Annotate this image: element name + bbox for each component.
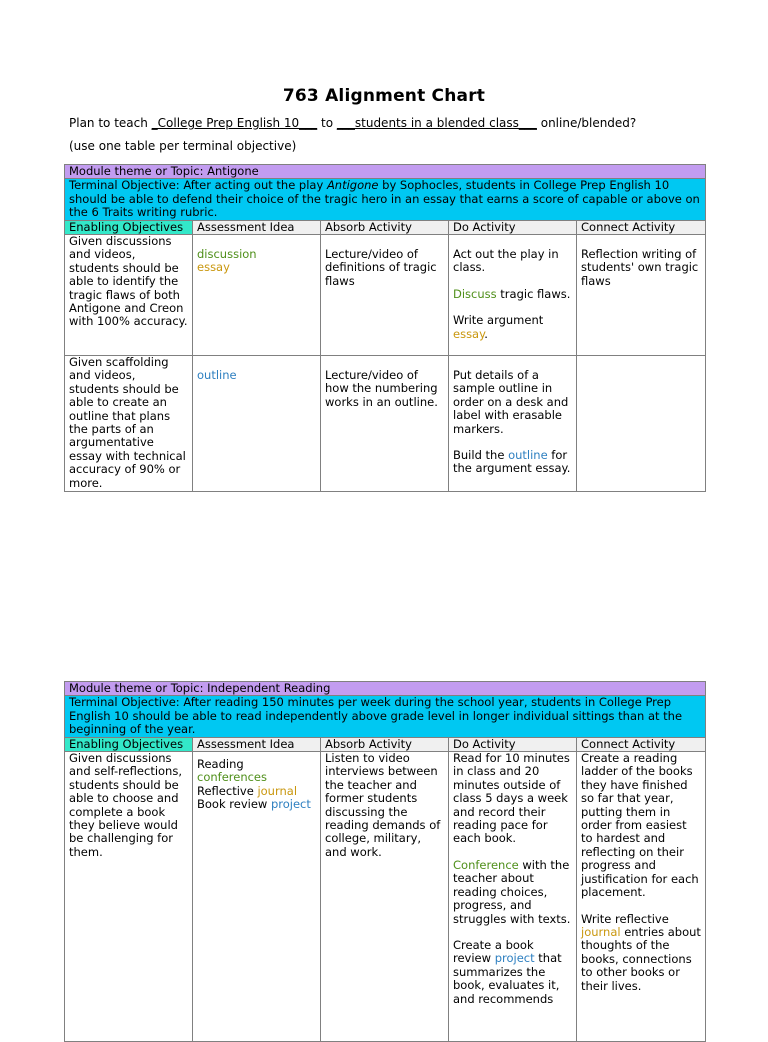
header-connect-activity: Connect Activity <box>577 220 706 234</box>
do-link-project[interactable]: project <box>494 951 535 966</box>
absorb-cell: Listen to video interviews between the teacher and former students discussing the reading demands of college, military, and work. <box>321 752 449 1042</box>
assessment-cell <box>193 356 321 492</box>
do-cell: Act out the play in class. Discuss tragic flaws. Write argument essay. <box>449 235 577 356</box>
instruction-note: (use one table per terminal objective) <box>69 139 297 153</box>
header-enabling-objectives: Enabling Objectives <box>65 220 193 234</box>
absorb-cell: Lecture/video of definitions of tragic flaws <box>321 235 449 356</box>
enabling-objective-cell: Given scaffolding and videos, students should be able to create an outline that plans the parts of an argumentative essay with technical accuracy of 90% or more. <box>65 356 193 492</box>
assessment-link-discussion[interactable]: discussion <box>197 247 257 262</box>
do-cell: Put details of a sample outline in order on a desk and label with erasable markers. Build the outline for the argument essay. <box>449 356 577 492</box>
document-title: 763 Alignment Chart <box>282 86 486 106</box>
do-link-discuss[interactable]: Discuss <box>453 286 497 301</box>
connect-cell <box>577 356 706 492</box>
do-cell: Read for 10 minutes in class and 20 minutes outside of class 5 days a week and record their reading pace for each book. Conference with the teacher about reading choices, progress, and struggles with texts. Create a book review project that summarizes the book, evaluates it, and recommends <box>449 752 577 1042</box>
plan-course: _College Prep English 10___ <box>151 116 318 130</box>
header-absorb-activity: Absorb Activity <box>321 220 449 234</box>
plan-prefix: Plan to teach <box>69 116 152 130</box>
connect-cell: Create a reading ladder of the books they have finished so far that year, putting them in order from easiest to hardest and reflecting on their progress and justification for each placement. Write reflective journal entries about thoughts of the books, connections to other books or their lives. <box>577 752 706 1042</box>
alignment-table-independent-reading <box>64 681 706 1042</box>
header-do-activity: Do Activity <box>449 737 577 751</box>
table-row <box>65 356 706 492</box>
assessment-link-project[interactable]: project <box>270 797 311 812</box>
assessment-link-conferences[interactable]: conferences <box>197 770 267 785</box>
enabling-objective-cell: Given discussions and self-reflections, students should be able to choose and complete a book they believe would be challenging for them. <box>65 752 193 1042</box>
assessment-link-essay[interactable]: essay <box>197 260 230 275</box>
header-absorb-activity: Absorb Activity <box>321 737 449 751</box>
assessment-link-outline[interactable]: outline <box>197 368 237 383</box>
plan-suffix: online/blended? <box>536 116 637 130</box>
header-connect-activity: Connect Activity <box>577 737 706 751</box>
header-do-activity: Do Activity <box>449 220 577 234</box>
do-link-outline[interactable]: outline <box>508 448 548 463</box>
enabling-objective-cell: Given discussions and videos, students should be able to identify the tragic flaws of both Antigone and Creon with 100% accuracy. <box>65 235 193 356</box>
plan-audience: ___students in a blended class___ <box>336 116 537 130</box>
absorb-cell: Lecture/video of how the numbering works in an outline. <box>321 356 449 492</box>
plan-mid: to <box>317 116 337 130</box>
header-assessment-idea: Assessment Idea <box>193 220 321 234</box>
module-topic: Module theme or Topic: Independent Reading <box>65 682 706 696</box>
terminal-objective: Terminal Objective: After acting out the play Antigone by Sophocles, students in College Prep English 10 should be able to defend their choice of the tragic hero in an essay that earns a score of capable or above on the 6 Traits writing rubric. <box>65 179 706 220</box>
table-row <box>65 752 706 1042</box>
alignment-table-antigone <box>64 164 706 492</box>
module-topic: Module theme or Topic: Antigone <box>65 165 706 179</box>
table-row <box>65 235 706 356</box>
assessment-cell <box>193 235 321 356</box>
assessment-link-journal[interactable]: journal <box>257 783 298 798</box>
assessment-cell: Reading conferences Reflective journal Book review project <box>193 752 321 1042</box>
connect-link-journal[interactable]: journal <box>581 924 621 939</box>
do-link-conference[interactable]: Conference <box>453 857 519 872</box>
terminal-objective: Terminal Objective: After reading 150 minutes per week during the school year, students in College Prep English 10 should be able to read independently above grade level in longer individual sittings than at the beginning of the year. <box>65 696 706 737</box>
header-enabling-objectives: Enabling Objectives <box>65 737 193 751</box>
header-assessment-idea: Assessment Idea <box>193 737 321 751</box>
do-link-essay[interactable]: essay <box>453 326 485 341</box>
connect-cell: Reflection writing of students' own tragic flaws <box>577 235 706 356</box>
plan-line <box>69 116 636 130</box>
